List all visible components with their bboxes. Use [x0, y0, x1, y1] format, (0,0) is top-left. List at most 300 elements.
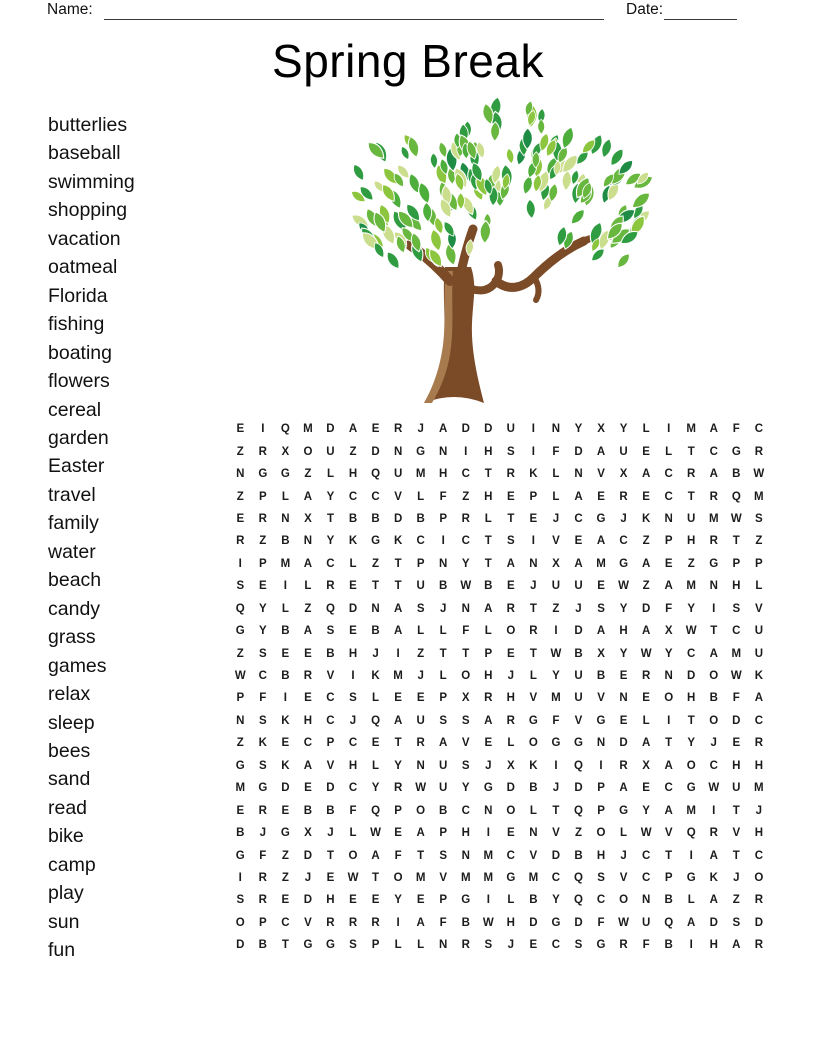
grid-letter: E — [642, 445, 650, 458]
grid-letter: E — [258, 580, 267, 593]
grid-letter: L — [529, 804, 537, 817]
grid-letter: V — [574, 714, 583, 727]
grid-letter: B — [236, 827, 245, 840]
grid-letter: D — [754, 916, 763, 929]
grid-letter: H — [506, 916, 515, 929]
tree-foliage — [349, 96, 655, 271]
grid-letter: Q — [664, 916, 674, 929]
grid-letter: B — [281, 535, 290, 548]
grid-letter: E — [281, 647, 290, 660]
grid-letter: A — [596, 535, 606, 548]
grid-letter: N — [393, 445, 403, 458]
grid-letter: G — [619, 804, 629, 817]
grid-letter: B — [416, 512, 425, 525]
grid-letter: Z — [574, 827, 582, 840]
grid-letter: H — [754, 827, 763, 840]
grid-letter: E — [642, 782, 650, 795]
grid-letter: E — [281, 804, 290, 817]
grid-letter: X — [597, 423, 605, 436]
grid-letter: C — [461, 535, 470, 548]
grid-letter: J — [755, 804, 763, 817]
grid-letter: Y — [258, 625, 267, 638]
grid-letter: A — [709, 894, 718, 907]
grid-letter: J — [304, 871, 312, 884]
grid-letter: H — [348, 647, 358, 660]
grid-letter: E — [529, 939, 538, 952]
grid-letter: Q — [574, 759, 583, 772]
grid-letter: K — [754, 670, 763, 683]
grid-letter: I — [283, 692, 287, 705]
grid-letter: E — [507, 490, 515, 503]
grid-letter: C — [754, 423, 763, 436]
grid-letter: Z — [259, 535, 267, 548]
grid-letter: F — [439, 916, 447, 929]
grid-letter: R — [393, 423, 403, 436]
grid-letter: W — [640, 647, 652, 660]
grid-letter: H — [754, 759, 763, 772]
word-list-item: family — [48, 512, 99, 535]
grid-letter: F — [552, 714, 560, 727]
grid-letter: W — [685, 625, 697, 638]
grid-letter: E — [507, 580, 515, 593]
grid-letter: N — [484, 804, 493, 817]
grid-letter: P — [394, 804, 402, 817]
leaf-shape — [568, 207, 587, 227]
grid-letter: A — [393, 625, 403, 638]
word-list-item: garden — [48, 426, 109, 449]
grid-letter: Z — [417, 647, 425, 660]
word-list-item: sleep — [48, 711, 95, 734]
grid-letter: Y — [552, 894, 560, 907]
grid-letter: R — [709, 827, 718, 840]
grid-letter: C — [641, 871, 651, 884]
grid-letter: Z — [642, 535, 650, 548]
grid-letter: N — [641, 894, 651, 907]
grid-letter: K — [371, 670, 380, 683]
grid-letter: Z — [642, 580, 650, 593]
grid-letter: T — [687, 445, 695, 458]
grid-letter: M — [415, 871, 426, 884]
grid-letter: N — [439, 445, 448, 458]
grid-letter: J — [530, 580, 537, 593]
grid-letter: B — [664, 939, 673, 952]
grid-letter: V — [326, 759, 335, 772]
grid-letter: I — [712, 602, 716, 615]
grid-letter: L — [507, 737, 515, 750]
grid-letter: R — [326, 916, 335, 929]
grid-letter: C — [709, 445, 718, 458]
grid-letter: E — [349, 894, 357, 907]
grid-letter: C — [754, 849, 763, 862]
grid-letter: A — [641, 625, 651, 638]
grid-letter: R — [529, 625, 538, 638]
grid-letter: I — [531, 423, 535, 436]
grid-letter: D — [371, 445, 380, 458]
grid-letter: T — [394, 737, 402, 750]
grid-letter: Y — [371, 782, 380, 795]
grid-letter: S — [258, 714, 267, 727]
grid-letter: X — [664, 625, 673, 638]
grid-letter: E — [619, 714, 628, 727]
word-list-item: Florida — [48, 284, 108, 307]
grid-letter: A — [664, 580, 673, 593]
grid-letter: H — [439, 468, 448, 481]
grid-letter: J — [620, 849, 627, 862]
grid-letter: A — [619, 782, 628, 795]
grid-letter: U — [574, 692, 583, 705]
grid-letter: Y — [258, 602, 267, 615]
grid-letter: O — [709, 670, 719, 683]
grid-letter: D — [461, 423, 470, 436]
word-list-item: baseball — [48, 142, 121, 165]
grid-letter: U — [619, 445, 628, 458]
grid-letter: C — [619, 535, 628, 548]
grid-letter: O — [596, 827, 606, 840]
grid-letter: T — [462, 647, 470, 660]
grid-letter: A — [732, 939, 741, 952]
grid-letter: F — [462, 625, 470, 638]
grid-letter: G — [619, 557, 629, 570]
grid-letter: G — [303, 939, 313, 952]
leaf-shape — [351, 162, 367, 182]
grid-letter: I — [283, 580, 287, 593]
grid-letter: T — [665, 849, 673, 862]
grid-letter: J — [439, 602, 447, 615]
grid-letter: N — [664, 670, 673, 683]
grid-letter: S — [258, 647, 267, 660]
grid-letter: C — [461, 468, 470, 481]
grid-letter: T — [439, 647, 447, 660]
grid-letter: F — [394, 849, 402, 862]
grid-letter: I — [396, 647, 400, 660]
grid-letter: A — [664, 804, 673, 817]
grid-letter: L — [281, 490, 289, 503]
grid-letter: V — [461, 737, 470, 750]
grid-letter: I — [238, 557, 242, 570]
date-blank-line — [664, 2, 737, 20]
grid-letter: V — [732, 827, 741, 840]
grid-letter: E — [574, 535, 583, 548]
grid-letter: C — [574, 512, 583, 525]
grid-letter: V — [619, 871, 628, 884]
grid-letter: E — [416, 692, 425, 705]
grid-letter: N — [236, 714, 245, 727]
grid-letter: L — [484, 625, 492, 638]
grid-letter: R — [754, 737, 763, 750]
grid-letter: E — [349, 625, 357, 638]
grid-letter: U — [641, 916, 651, 929]
grid-letter: S — [732, 602, 741, 615]
grid-letter: G — [551, 737, 561, 750]
grid-letter: O — [754, 871, 764, 884]
grid-letter: G — [258, 468, 268, 481]
grid-letter: X — [597, 647, 605, 660]
grid-letter: K — [529, 759, 538, 772]
grid-letter: X — [304, 512, 312, 525]
grid-letter: B — [709, 692, 718, 705]
grid-letter: Q — [574, 804, 583, 817]
grid-letter: U — [439, 782, 448, 795]
grid-letter: M — [483, 871, 494, 884]
grid-letter: Y — [326, 490, 335, 503]
grid-letter: E — [416, 894, 425, 907]
grid-letter: L — [281, 602, 289, 615]
grid-letter: D — [574, 625, 583, 638]
grid-letter: E — [394, 692, 402, 705]
grid-letter: A — [596, 625, 606, 638]
grid-letter: A — [641, 468, 651, 481]
grid-letter: L — [349, 827, 357, 840]
grid-letter: W — [370, 827, 381, 840]
grid-letter: D — [529, 916, 538, 929]
grid-letter: M — [483, 849, 494, 862]
grid-letter: U — [551, 580, 561, 593]
grid-letter: V — [597, 692, 605, 705]
grid-letter: G — [596, 512, 606, 525]
grid-letter: H — [619, 625, 628, 638]
grid-letter: A — [416, 827, 425, 840]
grid-letter: Z — [236, 490, 244, 503]
grid-letter: C — [348, 782, 358, 795]
grid-letter: R — [258, 894, 267, 907]
grid-letter: L — [620, 827, 628, 840]
grid-letter: R — [461, 512, 470, 525]
name-blank-line — [104, 2, 604, 20]
grid-letter: Q — [731, 490, 741, 503]
grid-letter: I — [238, 871, 242, 884]
word-list-item: flowers — [48, 370, 110, 393]
grid-letter: F — [642, 939, 650, 952]
grid-letter: N — [303, 535, 313, 548]
grid-letter: M — [686, 580, 696, 593]
word-list-item: read — [48, 796, 88, 819]
grid-letter: T — [484, 557, 492, 570]
grid-letter: Q — [574, 894, 583, 907]
tree-illustration — [330, 95, 660, 405]
leaf-shape — [505, 148, 515, 165]
grid-letter: D — [303, 849, 313, 862]
grid-letter: P — [439, 894, 448, 907]
grid-letter: S — [439, 714, 448, 727]
grid-letter: M — [686, 804, 696, 817]
grid-letter: C — [754, 714, 763, 727]
grid-letter: P — [755, 557, 763, 570]
grid-letter: F — [259, 849, 267, 862]
grid-letter: A — [439, 423, 448, 436]
grid-letter: S — [236, 580, 245, 593]
grid-letter: D — [574, 782, 583, 795]
grid-letter: M — [235, 782, 246, 795]
grid-letter: E — [732, 737, 741, 750]
grid-letter: T — [417, 849, 425, 862]
grid-letter: U — [732, 782, 741, 795]
grid-letter: M — [460, 871, 471, 884]
grid-letter: U — [439, 759, 448, 772]
grid-letter: A — [596, 445, 606, 458]
grid-letter: A — [303, 490, 313, 503]
grid-letter: N — [529, 827, 538, 840]
grid-letter: R — [371, 916, 380, 929]
grid-letter: B — [371, 512, 380, 525]
grid-letter: L — [552, 490, 560, 503]
grid-letter: R — [754, 939, 763, 952]
grid-letter: D — [732, 714, 741, 727]
grid-letter: J — [485, 759, 492, 772]
leaf-shape — [521, 175, 534, 196]
grid-letter: N — [529, 557, 538, 570]
grid-letter: A — [574, 490, 583, 503]
grid-letter: X — [552, 557, 560, 570]
grid-letter: D — [687, 670, 696, 683]
grid-letter: L — [484, 512, 492, 525]
grid-letter: D — [574, 445, 583, 458]
grid-letter: P — [326, 737, 335, 750]
grid-letter: T — [687, 490, 695, 503]
word-list-item: relax — [48, 683, 91, 706]
grid-letter: N — [709, 580, 718, 593]
grid-letter: R — [619, 759, 628, 772]
grid-letter: I — [261, 423, 265, 436]
grid-letter: E — [507, 647, 515, 660]
grid-letter: Y — [619, 602, 628, 615]
grid-letter: Y — [394, 894, 402, 907]
grid-letter: W — [460, 580, 472, 593]
grid-letter: W — [708, 782, 720, 795]
grid-letter: J — [507, 670, 515, 683]
grid-letter: D — [348, 602, 358, 615]
grid-letter: C — [506, 849, 515, 862]
grid-letter: T — [326, 512, 334, 525]
grid-letter: E — [619, 670, 628, 683]
grid-letter: C — [281, 916, 290, 929]
grid-letter: R — [484, 692, 493, 705]
grid-letter: B — [281, 625, 290, 638]
grid-letter: M — [551, 692, 561, 705]
grid-letter: I — [396, 916, 400, 929]
grid-letter: W — [234, 670, 246, 683]
grid-letter: K — [348, 535, 358, 548]
word-list-item: oatmeal — [48, 256, 118, 279]
grid-letter: V — [529, 849, 538, 862]
grid-letter: K — [641, 512, 651, 525]
grid-letter: Z — [304, 468, 312, 481]
grid-letter: U — [754, 625, 763, 638]
grid-letter: L — [642, 423, 650, 436]
word-list-item: bike — [48, 825, 84, 848]
grid-letter: E — [597, 490, 605, 503]
grid-letter: C — [326, 692, 335, 705]
grid-letter: Y — [687, 602, 696, 615]
grid-letter: T — [326, 849, 334, 862]
grid-letter: J — [710, 737, 717, 750]
grid-letter: H — [484, 445, 493, 458]
grid-letter: R — [416, 737, 425, 750]
grid-letter: N — [236, 468, 245, 481]
grid-letter: S — [416, 602, 425, 615]
grid-letter: H — [348, 468, 358, 481]
tree-trunk — [410, 229, 611, 403]
grid-letter: B — [461, 916, 470, 929]
grid-letter: A — [709, 423, 718, 436]
grid-letter: D — [393, 512, 403, 525]
grid-letter: O — [506, 625, 516, 638]
grid-letter: G — [235, 759, 245, 772]
grid-letter: G — [235, 849, 245, 862]
grid-letter: Z — [236, 647, 244, 660]
grid-letter: V — [755, 602, 763, 615]
grid-letter: W — [550, 647, 562, 660]
grid-letter: B — [281, 670, 290, 683]
grid-letter: T — [710, 625, 718, 638]
grid-letter: I — [667, 423, 671, 436]
grid-letter: H — [461, 827, 470, 840]
grid-letter: C — [664, 782, 673, 795]
grid-letter: E — [664, 557, 673, 570]
grid-letter: G — [416, 445, 426, 458]
grid-letter: T — [687, 714, 695, 727]
grid-letter: H — [732, 759, 741, 772]
grid-letter: H — [303, 714, 313, 727]
grid-letter: I — [554, 625, 558, 638]
grid-letter: W — [415, 782, 427, 795]
grid-letter: W — [347, 871, 359, 884]
grid-letter: P — [484, 647, 493, 660]
grid-letter: T — [484, 468, 492, 481]
grid-letter: H — [596, 849, 606, 862]
grid-letter: V — [439, 871, 448, 884]
grid-letter: G — [596, 939, 606, 952]
grid-letter: C — [596, 894, 606, 907]
grid-letter: A — [393, 714, 403, 727]
grid-letter: R — [619, 939, 628, 952]
grid-letter: S — [574, 939, 583, 952]
grid-letter: S — [326, 625, 335, 638]
grid-letter: Y — [664, 647, 673, 660]
grid-letter: P — [664, 871, 673, 884]
grid-letter: D — [236, 939, 245, 952]
word-list-item: butterlies — [48, 114, 128, 136]
grid-letter: O — [416, 804, 426, 817]
grid-letter: B — [326, 647, 335, 660]
grid-letter: M — [415, 468, 426, 481]
grid-letter: J — [372, 647, 379, 660]
grid-letter: Y — [574, 423, 583, 436]
grid-letter: S — [349, 939, 357, 952]
grid-letter: C — [348, 737, 358, 750]
grid-letter: B — [258, 939, 267, 952]
leaf-shape — [615, 251, 632, 270]
grid-letter: J — [259, 827, 267, 840]
grid-letter: I — [712, 804, 716, 817]
grid-letter: L — [349, 557, 357, 570]
word-list-item: sun — [48, 910, 80, 933]
leaf-shape — [525, 199, 536, 219]
grid-letter: R — [461, 939, 470, 952]
grid-letter: S — [349, 692, 357, 705]
grid-letter: P — [439, 692, 448, 705]
page-title: Spring Break — [272, 35, 544, 87]
grid-letter: H — [326, 894, 335, 907]
grid-letter: O — [686, 759, 696, 772]
grid-letter: V — [529, 692, 538, 705]
grid-letter: P — [371, 939, 380, 952]
name-label: Name: — [47, 1, 93, 18]
grid-letter: J — [417, 423, 424, 436]
grid-letter: S — [597, 602, 605, 615]
grid-letter: E — [642, 692, 650, 705]
grid-letter: T — [394, 580, 402, 593]
grid-letter: R — [754, 894, 763, 907]
